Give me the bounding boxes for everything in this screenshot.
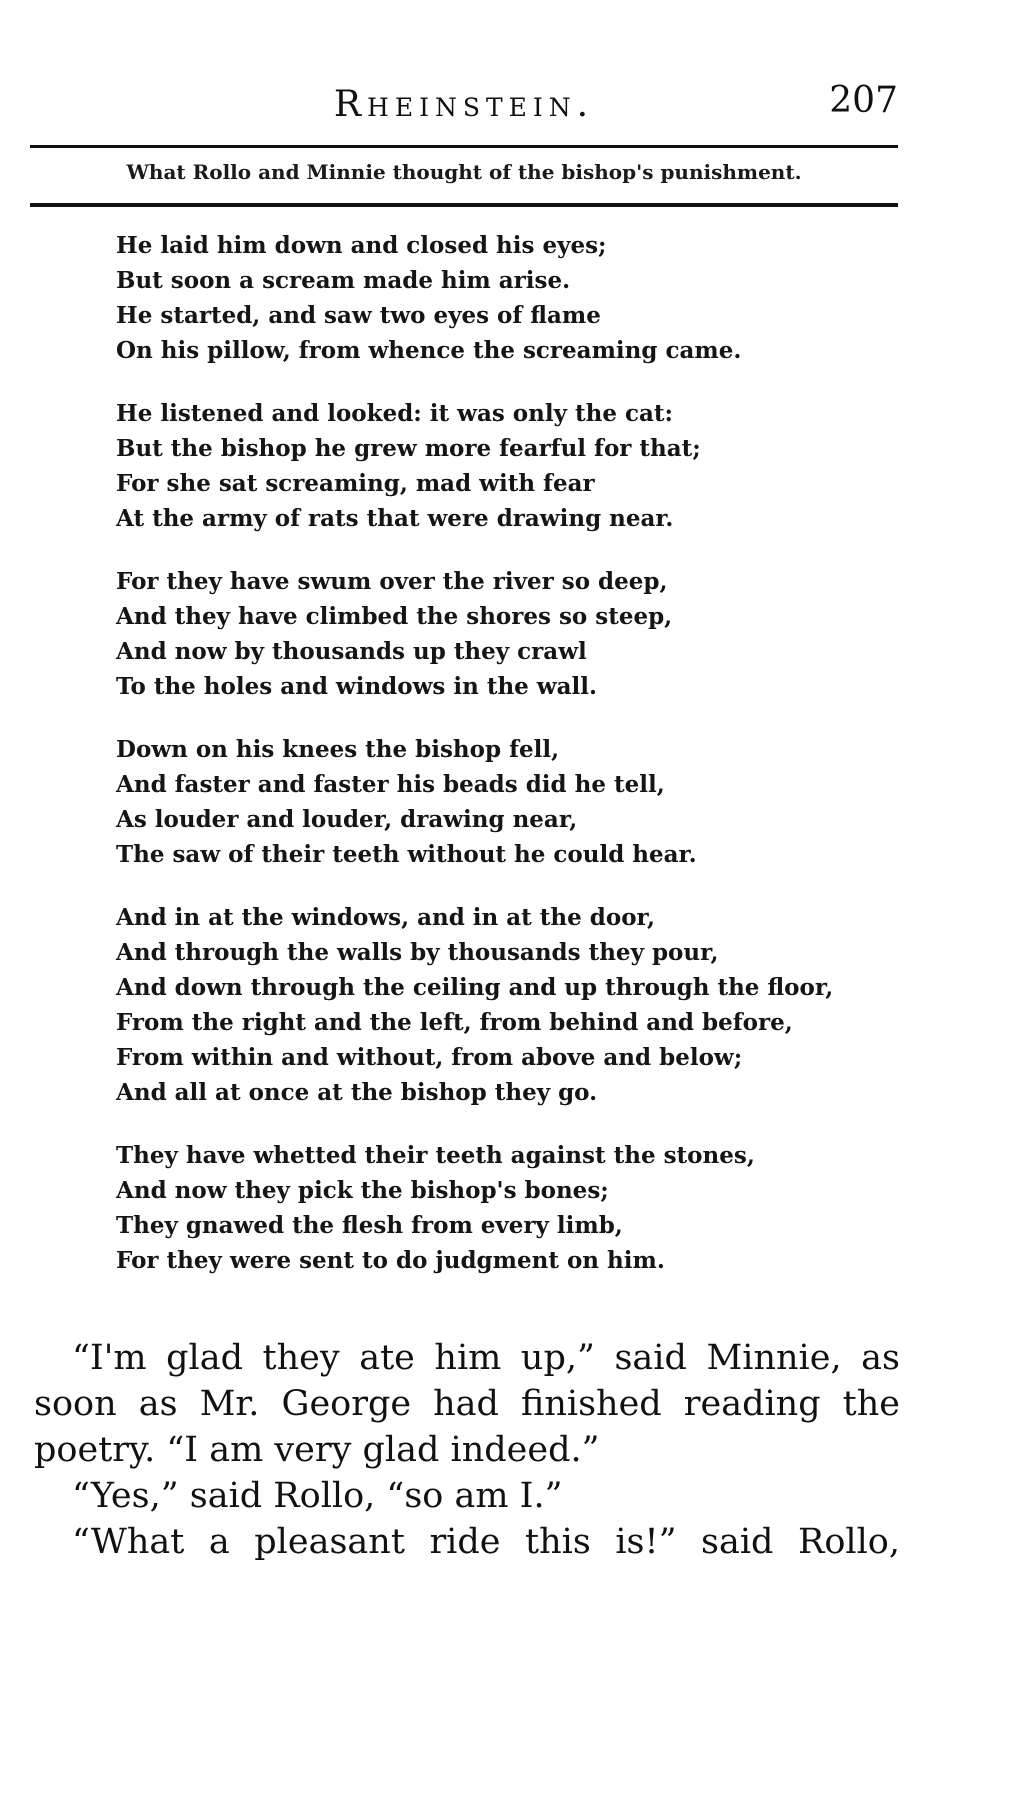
bottom-rule	[30, 203, 898, 207]
poem-line: For they were sent to do judgment on him.	[116, 1247, 665, 1274]
stanza	[116, 564, 876, 704]
poem-line: And faster and faster his beads did he tell,	[116, 771, 665, 798]
poem-line: For she sat screaming, mad with fear	[116, 470, 595, 497]
poem-line: But soon a scream made him arise.	[116, 267, 571, 294]
poem-line: From the right and the left, from behind and before,	[116, 1009, 793, 1036]
stanza	[116, 900, 876, 1110]
poem-line: And now by thousands up they crawl	[116, 638, 587, 665]
poem-line: To the holes and windows in the wall.	[116, 673, 597, 700]
poem	[116, 228, 876, 1306]
prose-line: “What a pleasant ride this is!” said Rollo,	[72, 1522, 900, 1562]
poem-line: As louder and louder, drawing near,	[116, 806, 578, 833]
poem-line: But the bishop he grew more fearful for that;	[116, 435, 701, 462]
poem-line: At the army of rats that were drawing near.	[116, 505, 674, 532]
poem-line: And down through the ceiling and up through the floor,	[116, 974, 834, 1001]
paragraph	[34, 1473, 900, 1519]
poem-line: And through the walls by thousands they pour,	[116, 939, 719, 966]
chapter-subheading: What Rollo and Minnie thought of the bishop's punishment.	[126, 160, 802, 184]
top-rule	[30, 145, 898, 148]
poem-line: He laid him down and closed his eyes;	[116, 232, 607, 259]
page-number: 207	[829, 80, 898, 121]
stanza	[116, 396, 876, 536]
prose-line: “Yes,” said Rollo, “so am I.”	[72, 1476, 563, 1516]
poem-line: And all at once at the bishop they go.	[116, 1079, 598, 1106]
prose-line: poetry. “I am very glad indeed.”	[34, 1430, 600, 1470]
poem-line: And in at the windows, and in at the door,	[116, 904, 656, 931]
poem-line: The saw of their teeth without he could hear.	[116, 841, 697, 868]
stanza	[116, 228, 876, 368]
paragraph	[34, 1335, 900, 1473]
paragraph	[34, 1519, 900, 1565]
running-title: Rheinstein.	[333, 84, 595, 125]
stanza	[116, 1138, 876, 1278]
stanza	[116, 732, 876, 872]
poem-line: And now they pick the bishop's bones;	[116, 1177, 609, 1204]
poem-line: He started, and saw two eyes of flame	[116, 302, 601, 329]
poem-line: And they have climbed the shores so steep,	[116, 603, 673, 630]
prose-text	[34, 1335, 900, 1565]
prose-line: “I'm glad they ate him up,” said Minnie, as	[72, 1338, 900, 1378]
poem-line: He listened and looked: it was only the cat:	[116, 400, 673, 427]
poem-line: They have whetted their teeth against the stones,	[116, 1142, 755, 1169]
page-header	[30, 80, 898, 130]
poem-line: From within and without, from above and below;	[116, 1044, 743, 1071]
poem-line: Down on his knees the bishop fell,	[116, 736, 560, 763]
prose-line: soon as Mr. George had finished reading the	[34, 1384, 900, 1424]
poem-line: On his pillow, from whence the screaming came.	[116, 337, 742, 364]
poem-line: For they have swum over the river so deep,	[116, 568, 668, 595]
poem-line: They gnawed the flesh from every limb,	[116, 1212, 623, 1239]
